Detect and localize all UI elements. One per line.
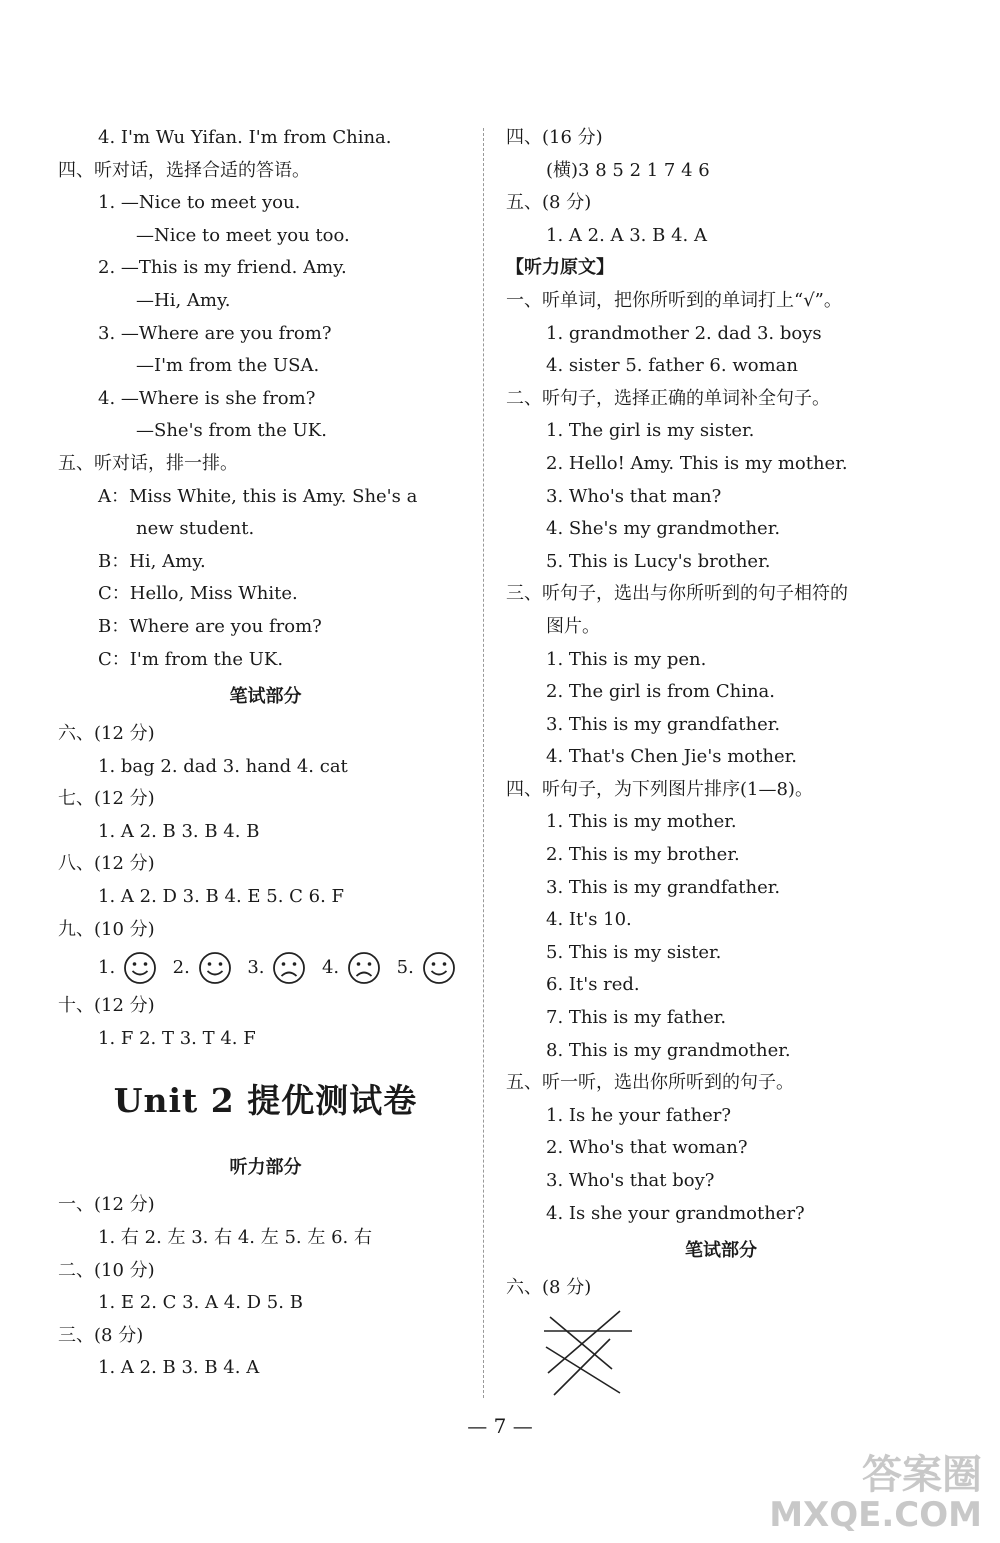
question-label: 三、(8 分) [58,1324,144,1346]
script-line: 6. It's red. [546,974,640,996]
section-title: 五、听一听，选出你所听到的句子。 [506,1072,794,1094]
script-line: 1. This is my mother. [546,811,737,833]
dialogue-line: 3. —Where are you from? [98,322,332,344]
dialogue-line: 1. —Nice to meet you. [98,192,301,214]
question-label: 九、(10 分) [58,918,155,940]
section-title: 一、听单词，把你所听到的单词打上“√”。 [506,289,842,311]
watermark [769,1453,982,1533]
question-label: 六、(8 分) [506,1277,592,1299]
answer-line: 1. A 2. A 3. B 4. A [546,224,707,246]
dialogue-line: new student. [136,518,255,540]
written-part-heading: 笔试部分 [685,1240,757,1262]
script-line: 2. Hello! Amy. This is my mother. [546,452,848,474]
script-line: 1. grandmother 2. dad 3. boys [546,322,822,344]
written-part-heading: 笔试部分 [229,686,302,708]
dialogue-line: 4. —Where is she from? [98,387,316,409]
script-line: 5. This is Lucy's brother. [546,550,771,572]
answer-line: (横)3 8 5 2 1 7 4 6 [546,159,710,181]
answer-line: 1. F 2. T 3. T 4. F [98,1027,256,1049]
answer-line: 4. I'm Wu Yifan. I'm from China. [98,127,392,148]
answer-number: 2. [172,957,190,979]
dialogue-line: C：I'm from the UK. [98,648,284,670]
question-label: 十、(12 分) [58,995,155,1017]
script-line: 3. Who's that man? [546,485,722,507]
question-label: 八、(12 分) [58,853,155,875]
happy-face-icon [123,951,157,985]
answer-number: 1. [98,957,116,979]
listening-script-heading: 【听力原文】 [506,257,614,279]
dialogue-line: —Nice to meet you too. [136,224,350,246]
script-line: 1. This is my pen. [546,648,707,670]
happy-face-icon [422,951,456,985]
dialogue-line: B：Hi, Amy. [98,550,206,572]
script-line: 8. This is my grandmother. [546,1039,791,1061]
section-title-continued: 图片。 [546,615,600,637]
dialogue-line: A：Miss White, this is Amy. She's a [98,485,418,507]
watermark-logo-text: 答案圈 [862,1452,982,1498]
question-label: 五、(8 分) [506,192,592,214]
sad-face-icon [272,951,306,985]
script-line: 3. Who's that boy? [546,1170,715,1191]
page-number: — 7 — [467,1414,533,1438]
dialogue-line: C：Hello, Miss White. [98,583,298,605]
answer-line: 1. A 2. D 3. B 4. E 5. C 6. F [98,886,345,908]
script-line: 2. This is my brother. [546,844,740,866]
unit-title: Unit 2 提优测试卷 [113,1081,418,1121]
script-line: 4. sister 5. father 6. woman [546,355,798,377]
dialogue-line: —She's from the UK. [136,420,327,442]
column-divider [483,128,484,1398]
section-title: 五、听对话，排一排。 [58,452,238,474]
script-line: 4. She's my grandmother. [546,518,781,540]
happy-face-icon [198,951,232,985]
answer-number: 5. [396,957,414,979]
answer-number: 4. [321,957,340,979]
dialogue-line: —I'm from the USA. [136,355,320,377]
question-label: 二、(10 分) [58,1259,155,1281]
matching-lines-diagram [540,1309,650,1399]
dialogue-line: B：Where are you from? [98,615,322,637]
question-label: 六、(12 分) [58,723,155,745]
left-column [58,122,473,1385]
answer-line: 1. A 2. B 3. B 4. B [98,820,260,842]
listening-part-heading: 听力部分 [229,1157,302,1179]
script-line: 5. This is my sister. [546,941,722,963]
section-title: 二、听句子，选择正确的单词补全句子。 [506,387,830,409]
answer-number: 3. [247,957,265,979]
answer-line: 1. E 2. C 3. A 4. D 5. B [98,1292,303,1314]
answer-line: 1. A 2. B 3. B 4. A [98,1357,260,1379]
faces-answer-line [58,946,473,990]
answer-line: 1. 右 2. 左 3. 右 4. 左 5. 左 6. 右 [98,1227,372,1249]
script-line: 4. That's Chen Jie's mother. [546,746,797,768]
script-line: 4. It's 10. [546,909,632,931]
script-line: 3. This is my grandfather. [546,876,781,898]
right-column [506,122,936,1399]
script-line: 2. The girl is from China. [546,681,776,703]
script-line: 2. Who's that woman? [546,1137,748,1159]
section-title: 三、听句子，选出与你所听到的句子相符的 [506,583,848,605]
section-title: 四、听句子，为下列图片排序(1—8)。 [506,778,813,800]
dialogue-line: 2. —This is my friend. Amy. [98,257,347,279]
script-line: 4. Is she your grandmother? [546,1202,805,1224]
question-label: 一、(12 分) [58,1194,155,1216]
question-label: 七、(12 分) [58,788,155,810]
question-label: 四、(16 分) [506,127,603,148]
watermark-url: MXQE.COM [769,1495,982,1535]
script-line: 1. The girl is my sister. [546,420,755,442]
answer-line: 1. bag 2. dad 3. hand 4. cat [98,755,348,777]
script-line: 7. This is my father. [546,1007,727,1029]
section-title: 四、听对话，选择合适的答语。 [58,159,310,181]
sad-face-icon [347,951,381,985]
dialogue-line: —Hi, Amy. [136,289,231,311]
script-line: 3. This is my grandfather. [546,713,781,735]
script-line: 1. Is he your father? [546,1104,731,1126]
